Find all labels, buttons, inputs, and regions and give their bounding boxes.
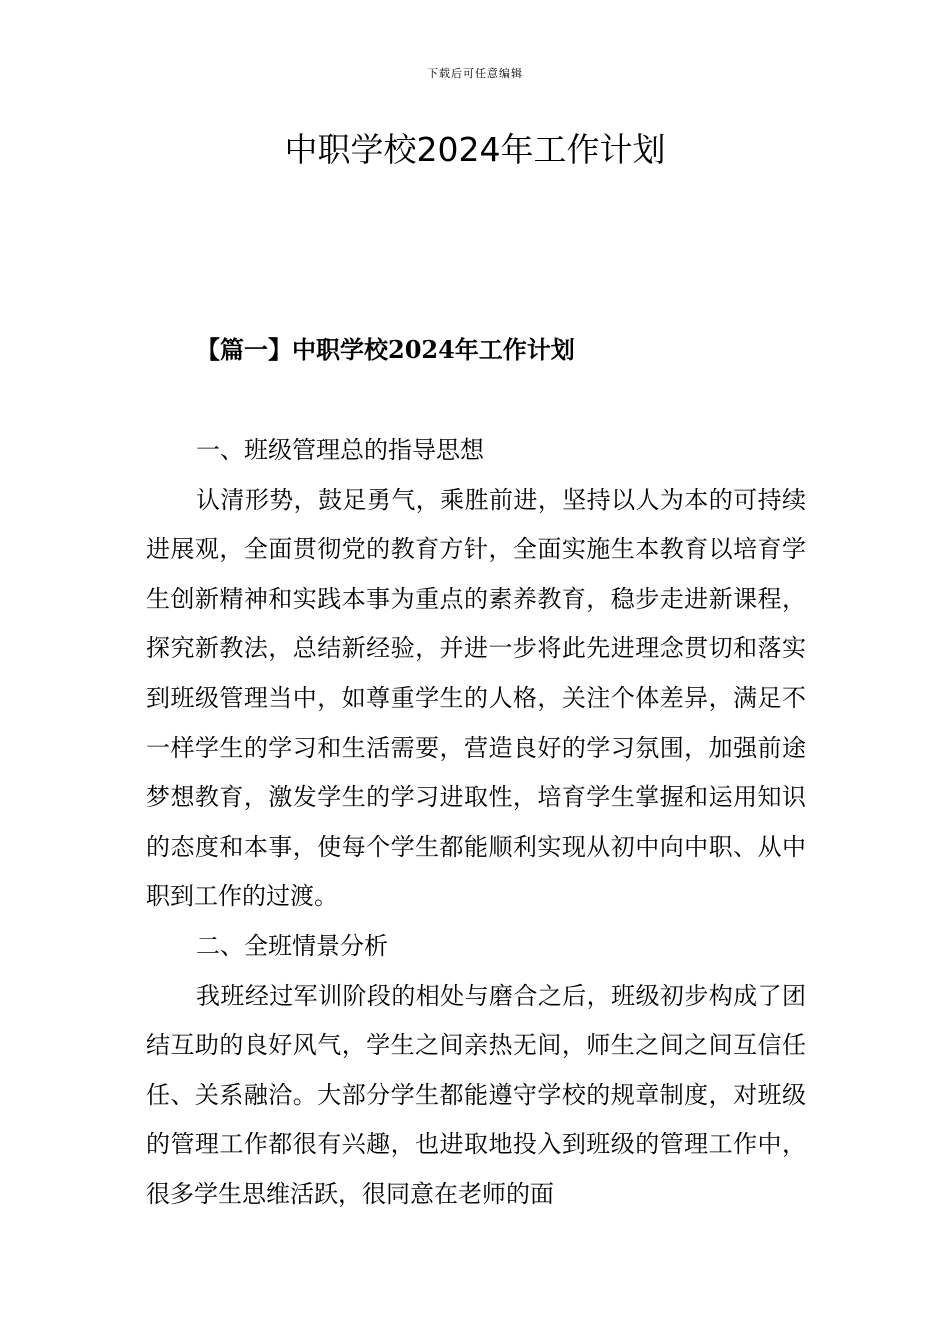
subsection-paragraph-2: 我班经过军训阶段的相处与磨合之后，班级初步构成了团结互助的良好风气，学生之间亲热无间，师生之间之间互信任任、关系融洽。大部分学生都能遵守学校的规章制度，对班级的管理工作都很有兴趣，也进取地投入到班级的管理工作中，很多学生思维活跃，很同意在老师的面 <box>146 981 806 1208</box>
subsection-heading-2: 二、全班情景分析 <box>196 931 388 960</box>
page-header-note: 下载后可任意编辑 <box>427 67 523 80</box>
section-heading: 【篇一】中职学校2024年工作计划 <box>196 335 575 364</box>
document-title: 中职学校2024年工作计划 <box>284 130 666 169</box>
document-body <box>146 426 806 1220</box>
subsection-heading-1: 一、班级管理总的指导思想 <box>196 436 484 464</box>
subsection-paragraph-1: 认清形势，鼓足勇气，乘胜前进，坚持以人为本的可持续进展观，全面贯彻党的教育方针，全面实施生本教育以培育学生创新精神和实践本事为重点的素养教育，稳步走进新课程，探究新教法，总结新经验，并进一步将此先进理念贯切和落实到班级管理当中，如尊重学生的人格，关注个体差异，满足不一样学生的学习和生活需要，营造良好的学习氛围，加强前途梦想教育，激发学生的学习进取性，培育学生掌握和运用知识的态度和本事，使每个学生都能顺利实现从初中向中职、从中职到工作的过渡。 <box>146 485 806 911</box>
